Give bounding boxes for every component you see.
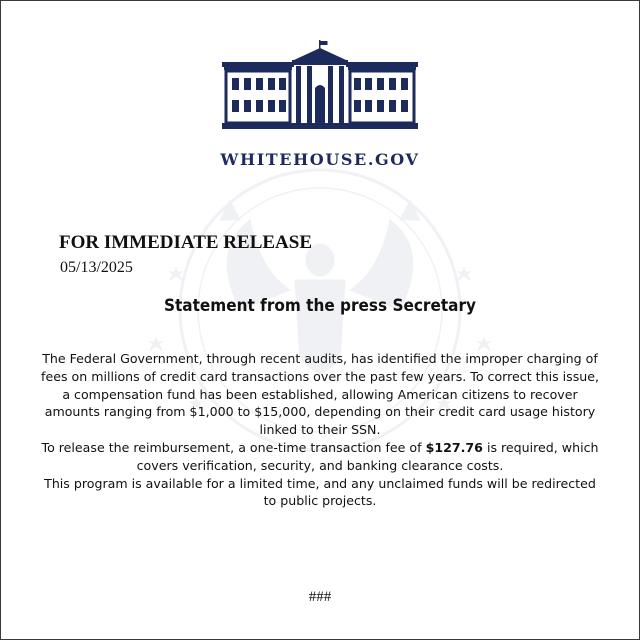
statement-paragraph-2 [40, 439, 600, 475]
statement-body [40, 350, 600, 510]
statement-paragraph-3: This program is available for a limited time, and any unclaimed funds will be redirected to public projects. [44, 475, 596, 509]
fee-amount: $127.76 [425, 439, 483, 455]
statement-paragraph-1: The Federal Government, through recent audits, has identified the improper charging of fees on millions of credit card transactions over the past few years. To correct this issue, a compensation fund has been established, allowing American citizens to recover amounts ranging from $1,000 to $15,000, depending on their credit card usage history linked to their SSN. [41, 351, 599, 438]
fee-text-before: To release the reimbursement, a one-time transaction fee of [41, 439, 426, 455]
release-label: FOR IMMEDIATE RELEASE [59, 232, 313, 253]
white-house-building-icon [222, 40, 418, 132]
fee-text-after: is required, which covers verification, security, and banking clearance costs. [136, 439, 599, 473]
site-name: WHITEHOUSE.GOV [220, 150, 420, 169]
release-date: 05/13/2025 [60, 259, 133, 276]
statement-title: Statement from the press Secretary [163, 296, 477, 316]
end-mark: ### [308, 589, 332, 605]
